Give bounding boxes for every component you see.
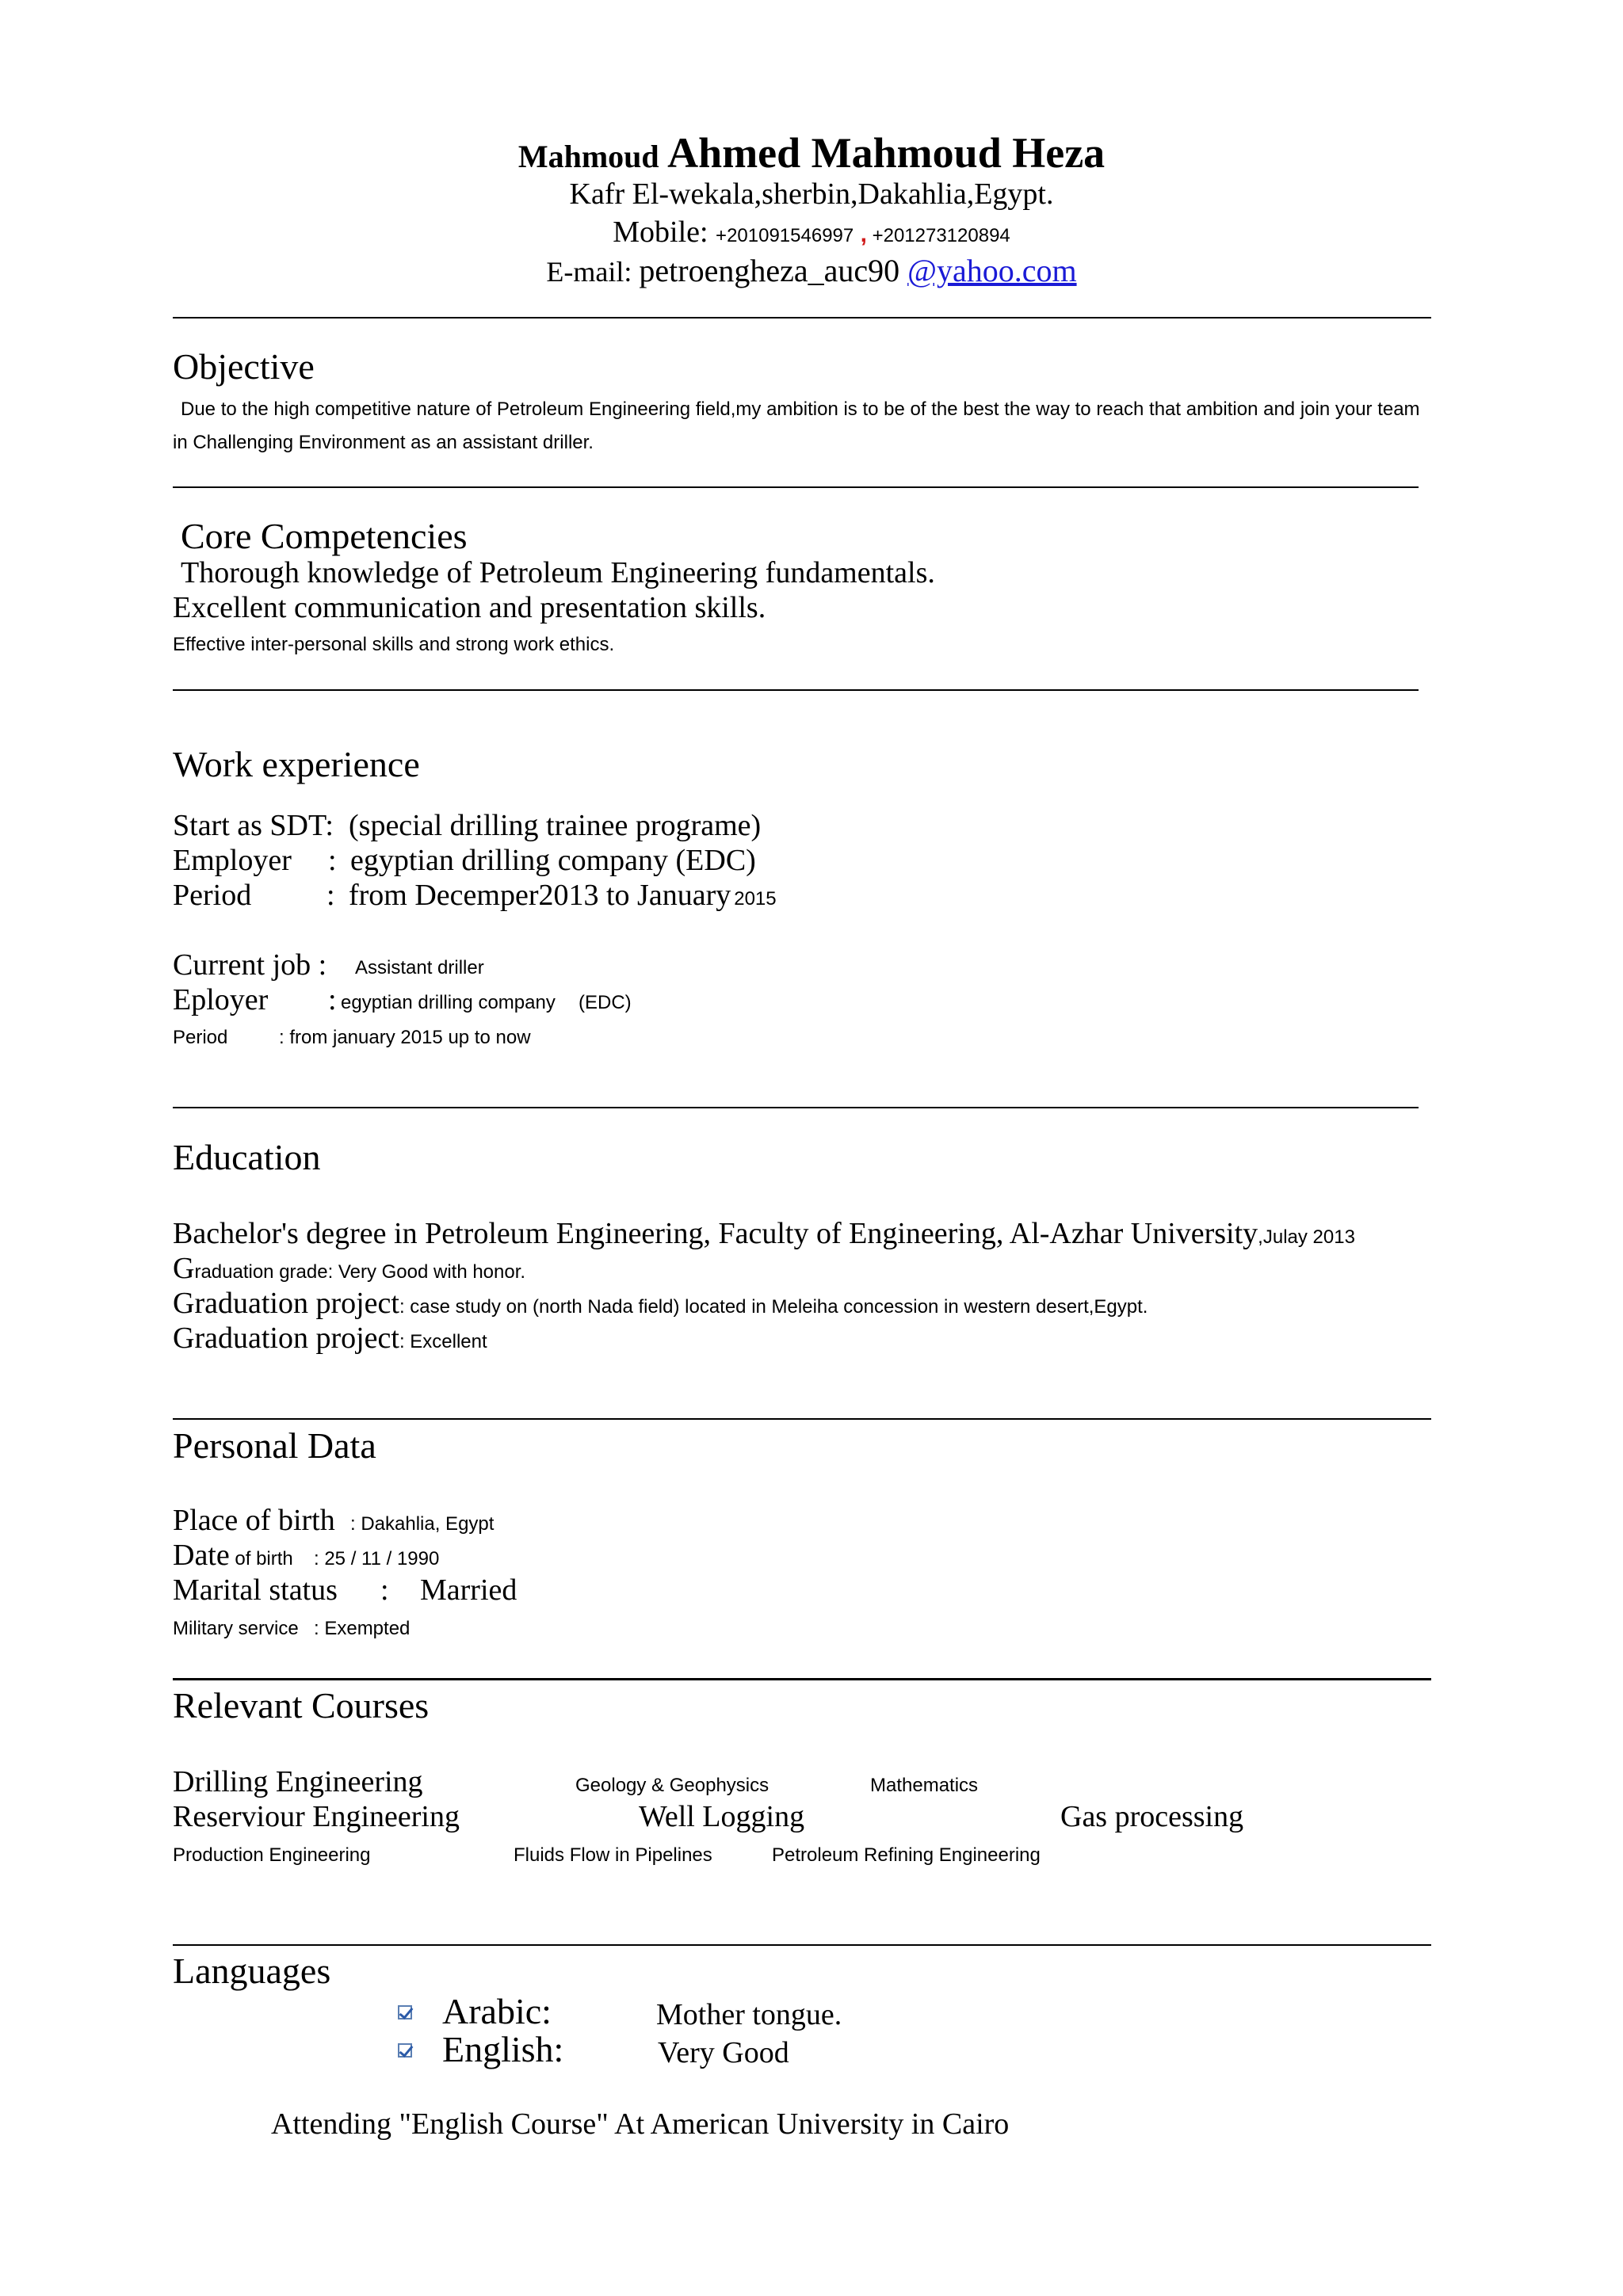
period-year: 2015 xyxy=(734,888,777,910)
divider xyxy=(173,1418,1431,1420)
degree-date: ,Julay 2013 xyxy=(1258,1226,1355,1248)
period-colon: : xyxy=(327,879,335,912)
period-label: Period xyxy=(173,879,252,912)
email-label: E-mail: xyxy=(546,256,640,288)
employer-label: Employer xyxy=(173,844,292,877)
military-label: Military service xyxy=(173,1618,299,1639)
mobile-label: Mobile: xyxy=(613,215,716,249)
languages-heading: Languages xyxy=(173,1951,331,1991)
personal-data-heading: Personal Data xyxy=(173,1425,376,1466)
grade-text: raduation grade: Very Good with honor. xyxy=(194,1261,526,1283)
project-text: : case study on (north Nada field) located in Meleiha concession in western desert,Egypt. xyxy=(399,1296,1148,1318)
language-course-note: Attending "English Course" At American University in Cairo xyxy=(271,2107,1010,2141)
checked-checkbox-icon xyxy=(398,2043,412,2058)
work-experience-heading: Work experience xyxy=(173,744,420,784)
competency-item: Excellent communication and presentation skills. xyxy=(173,591,766,624)
employer-value: egyptian drilling company (EDC) xyxy=(350,844,756,877)
birth-date-label-small: of birth xyxy=(229,1548,293,1569)
marital-colon: : xyxy=(380,1573,389,1607)
employer-colon: : xyxy=(328,844,337,877)
course-item: Fluids Flow in Pipelines xyxy=(514,1844,712,1866)
competency-item: Effective inter-personal skills and strong work ethics. xyxy=(173,634,615,655)
current-job-value: Assistant driller xyxy=(355,957,484,978)
mobile-number-2: +201273120894 xyxy=(866,225,1010,246)
project-grade-text: : Excellent xyxy=(399,1331,487,1352)
divider xyxy=(173,1678,1431,1680)
course-item: Reserviour Engineering xyxy=(173,1800,460,1833)
degree-text: Bachelor's degree in Petroleum Engineering, Faculty of Engineering, Al-Azhar University xyxy=(173,1217,1258,1250)
divider xyxy=(173,1107,1419,1108)
language-name: Arabic: xyxy=(442,1991,552,2031)
language-level: Mother tongue. xyxy=(656,1998,842,2031)
relevant-courses-heading: Relevant Courses xyxy=(173,1685,430,1726)
eployer-value: egyptian drilling company xyxy=(341,992,556,1013)
sdt-value: (special drilling trainee programe) xyxy=(349,809,762,842)
birth-place-label: Place of birth xyxy=(173,1504,335,1537)
email-line xyxy=(0,255,1623,287)
address: Kafr El-wekala,sherbin,Dakahlia,Egypt. xyxy=(569,177,1054,211)
objective-text-line-2: in Challenging Environment as an assistant driller. xyxy=(173,432,594,453)
email-user: petroengheza_auc90 xyxy=(639,253,908,288)
course-item: Gas processing xyxy=(1060,1800,1244,1833)
eployer-label: Eployer xyxy=(173,983,269,1016)
last-name: Ahmed Mahmoud Heza xyxy=(659,129,1106,177)
grade-initial: G xyxy=(173,1252,195,1285)
objective-text-line-1: Due to the high competitive nature of Petroleum Engineering field,my ambition is to be of the best the way to reach that ambition and join your team xyxy=(181,399,1420,420)
education-heading: Education xyxy=(173,1137,321,1177)
course-item: Drilling Engineering xyxy=(173,1765,423,1798)
divider xyxy=(173,317,1431,318)
marital-value: Married xyxy=(420,1573,517,1607)
course-item: Petroleum Refining Engineering xyxy=(772,1844,1041,1866)
eployer-abbr: (EDC) xyxy=(579,992,632,1013)
military-value: : Exempted xyxy=(314,1618,411,1639)
course-item: Well Logging xyxy=(639,1800,805,1833)
course-item: Geology & Geophysics xyxy=(575,1775,769,1796)
birth-place-value: : Dakahlia, Egypt xyxy=(350,1513,495,1535)
period2-value: : from january 2015 up to now xyxy=(279,1027,531,1048)
checked-checkbox-icon xyxy=(398,2005,412,2019)
resume-name xyxy=(0,129,1623,177)
sdt-label: Start as SDT: xyxy=(173,809,334,842)
period2-label: Period xyxy=(173,1027,228,1048)
divider xyxy=(173,486,1419,488)
course-item: Production Engineering xyxy=(173,1844,371,1866)
course-item: Mathematics xyxy=(870,1775,979,1796)
degree-line xyxy=(173,1219,1355,1249)
current-job-label: Current job : xyxy=(173,948,327,982)
birth-date-label-line xyxy=(173,1540,293,1570)
birth-date-value: : 25 / 11 / 1990 xyxy=(314,1548,440,1569)
first-name: Mahmoud xyxy=(517,139,659,174)
marital-label: Marital status xyxy=(173,1573,338,1607)
core-competencies-heading: Core Competencies xyxy=(181,516,468,556)
project-grade-label: Graduation project xyxy=(173,1322,399,1355)
divider xyxy=(173,1944,1431,1946)
project-label: Graduation project xyxy=(173,1287,399,1320)
mobile-separator: , xyxy=(854,221,867,247)
objective-heading: Objective xyxy=(173,346,315,387)
competency-item: Thorough knowledge of Petroleum Engineering fundamentals. xyxy=(181,556,935,589)
divider xyxy=(173,689,1419,691)
mobile-line xyxy=(0,217,1623,247)
project-line xyxy=(173,1288,1148,1318)
email-link[interactable]: @yahoo.com xyxy=(907,253,1077,288)
language-name: English: xyxy=(442,2029,564,2069)
language-level: Very Good xyxy=(658,2036,789,2069)
period-value-line xyxy=(349,880,777,910)
period-value: from Decemper2013 to January xyxy=(349,879,731,912)
grade-line xyxy=(173,1253,525,1283)
project-grade-line xyxy=(173,1323,487,1353)
eployer-colon: : xyxy=(328,983,337,1016)
mobile-number-1: +201091546997 xyxy=(716,225,854,246)
birth-date-label: Date xyxy=(173,1539,230,1572)
